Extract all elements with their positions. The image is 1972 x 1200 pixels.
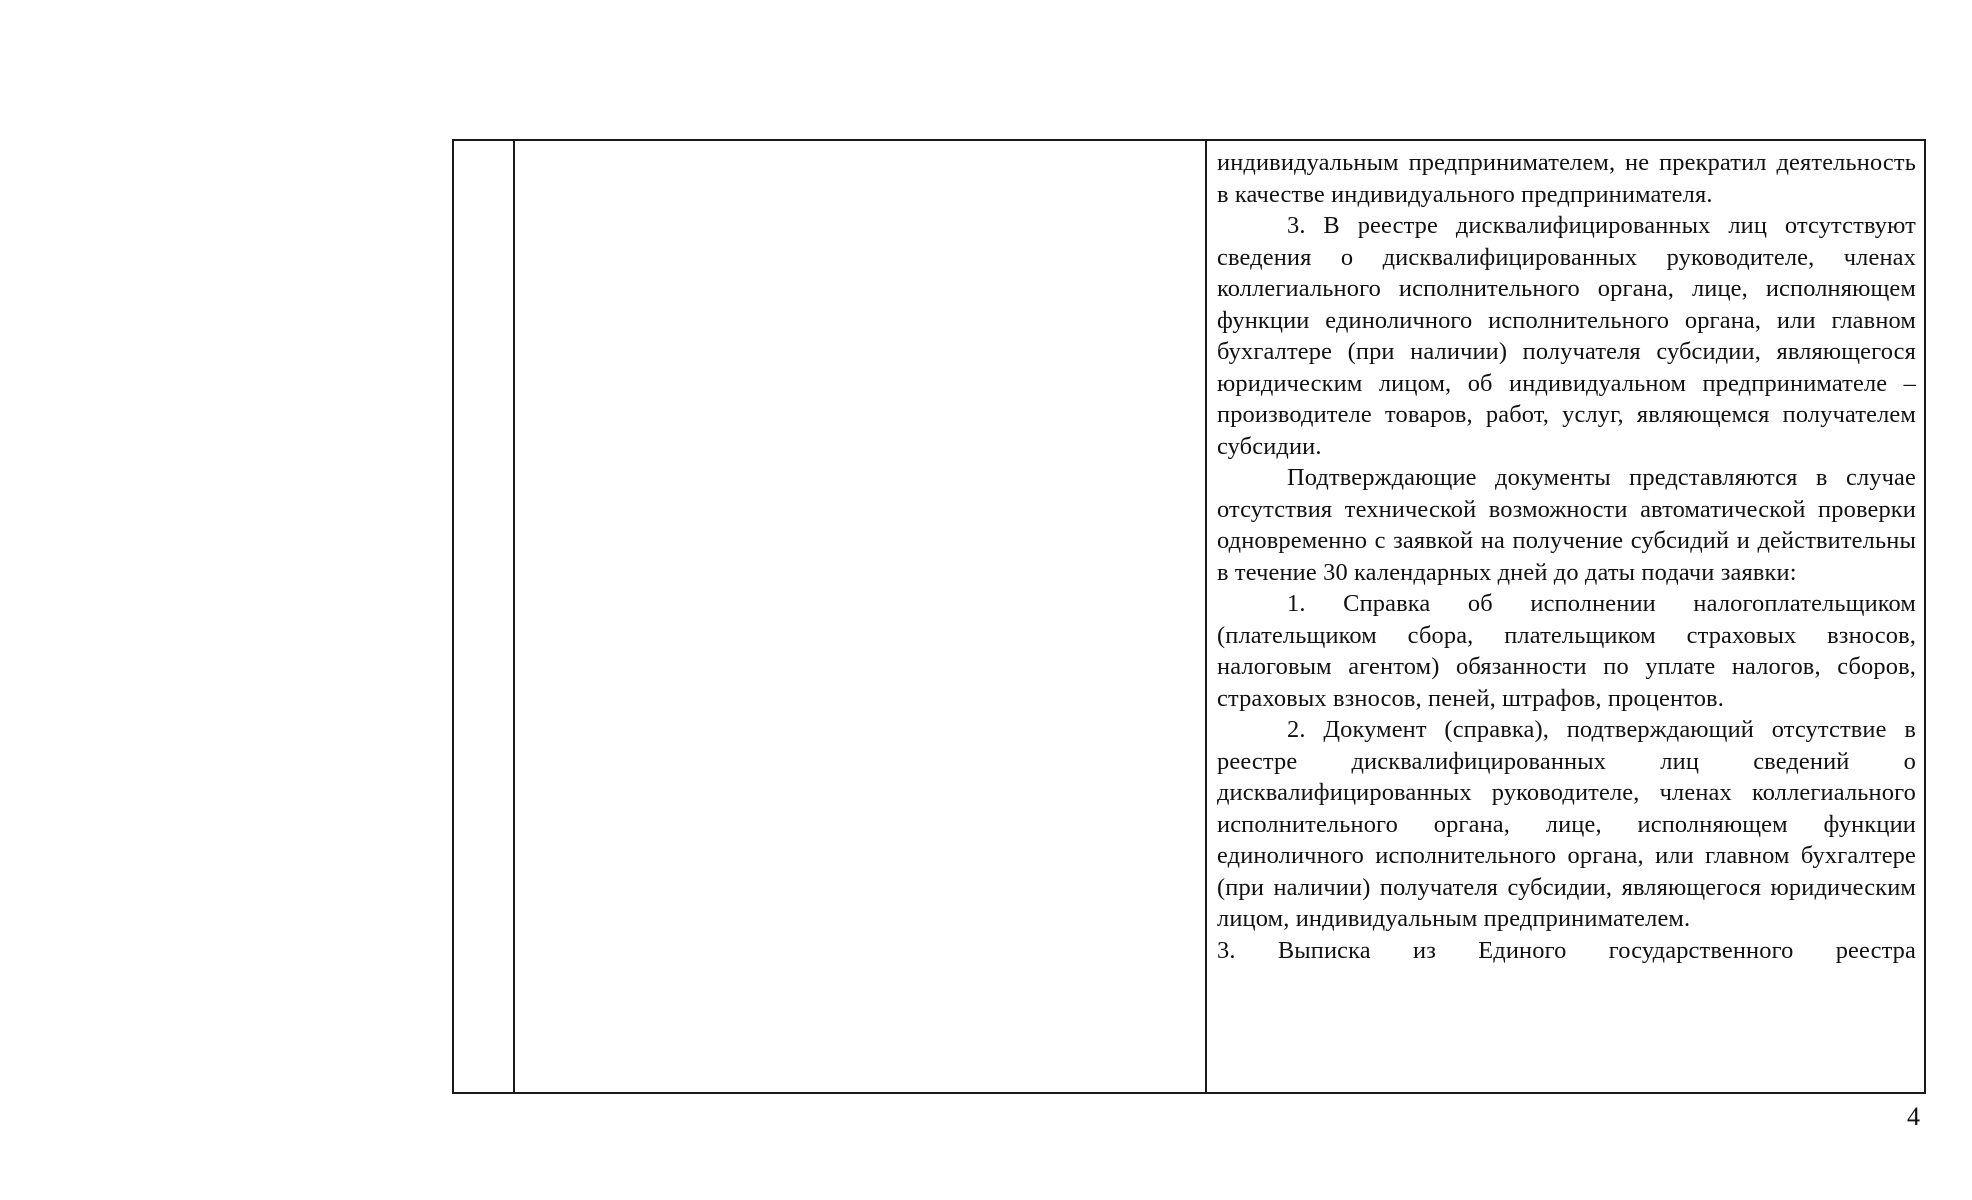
table-column-documents <box>1207 141 1924 1092</box>
paragraph-continuation: индивидуальным предпринимателем, не прекратил деятельность в качестве индивидуального предпринимателя. <box>1217 149 1916 208</box>
table-column-criteria <box>515 141 1207 1092</box>
paragraph-doc-2-disqualified-registry: 2. Документ (справка), подтверждающий отсутствие в реестре дисквалифицированных лиц сведений о дисквалифицированных руководителе, членах коллегиального исполнительного органа, лице, исполняющем функции единоличного исполнительного органа, или главном бухгалтере (при наличии) получателя субсидии, являющегося юридическим лицом, индивидуальным предпринимателем. <box>1217 716 1916 932</box>
page-number: 4 <box>1907 1102 1920 1131</box>
table-column-number <box>454 141 515 1092</box>
paragraph-doc-3-state-registry-extract: 3. Выписка из Единого государственного реестра <box>1217 936 1916 964</box>
document-table <box>452 139 1926 1094</box>
paragraph-item-3-registry: 3. В реестре дисквалифицированных лиц отсутствуют сведения о дисквалифицированных руководителе, членах коллегиального исполнительного органа, лице, исполняющем функции единоличного исполнительного органа, или главном бухгалтере (при наличии) получателя субсидии, являющегося юридическим лицом, об индивидуальном предпринимателе – производителе товаров, работ, услуг, являющемся получателем субсидии. <box>1217 212 1916 460</box>
paragraph-doc-1-tax-certificate: 1. Справка об исполнении налогоплательщиком (плательщиком сбора, плательщиком страховых взносов, налоговым агентом) обязанности по уплате налогов, сборов, страховых взносов, пеней, штрафов, процентов. <box>1217 590 1916 712</box>
paragraph-supporting-documents: Подтверждающие документы представляются в случае отсутствия технической возможности автоматической проверки одновременно с заявкой на получение субсидий и действительны в течение 30 календарных дней до даты подачи заявки: <box>1217 464 1916 586</box>
